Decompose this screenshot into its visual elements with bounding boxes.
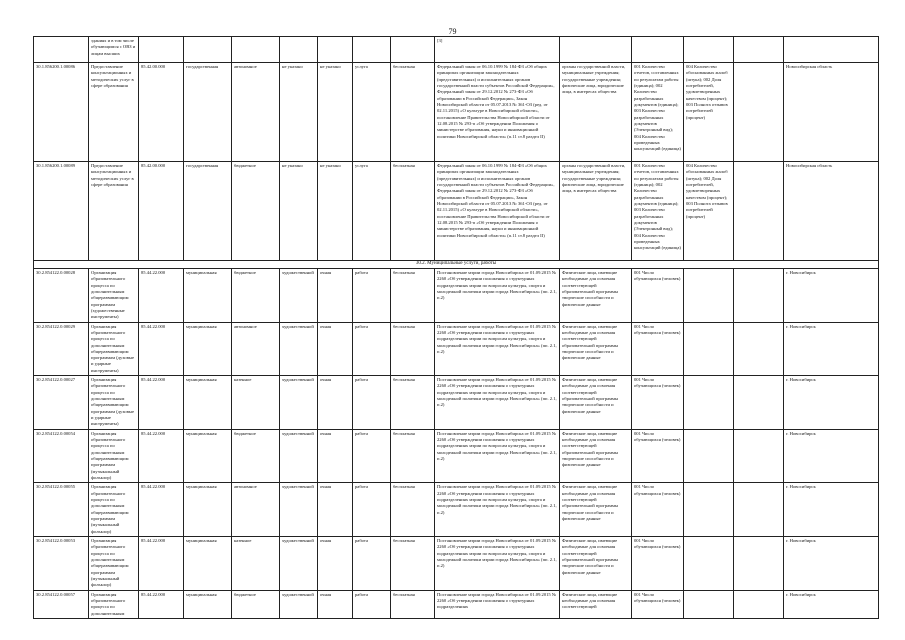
table-row [34, 590, 879, 618]
cell-direction: художественной [280, 483, 318, 537]
cell-consumers: Физические лица, имеющие необходимые для освоения соответствующей образовательной программы творческие способности и физические данные [560, 537, 632, 591]
cell-kind: работа [353, 268, 391, 322]
cell-form: очная [318, 322, 353, 376]
table-row [34, 63, 879, 162]
cell-payment: бесплатная [391, 63, 435, 162]
cell-legal: [3] [435, 37, 560, 63]
table-row [34, 537, 879, 591]
cell-okved: 85.44.22.000 [139, 268, 184, 322]
cell-okved: 85.44.22.000 [139, 590, 184, 618]
cell-okved: 85.44.22.000 [139, 376, 184, 430]
cell-form: не указано [318, 63, 353, 162]
cell-kind: работа [353, 590, 391, 618]
cell-code: 30.2.854122.0.00028 [34, 268, 89, 322]
cell-level: муниципальная [184, 590, 232, 618]
cell-volume: 001 Число обучающихся (человек) [632, 429, 684, 483]
cell-name: Организация образовательного процесса по дополнительным [89, 590, 139, 618]
table-row [34, 429, 879, 483]
cell-form: очная [318, 590, 353, 618]
cell-quality [684, 429, 734, 483]
cell-consumers: Физические лица, имеющие необходимые для освоения соответствующей образовательной программы творческие способности и физические данные [560, 322, 632, 376]
cell-okved: 85.44.22.000 [139, 429, 184, 483]
cell-type: бюджетное [232, 590, 280, 618]
cell-volume: 001 Число обучающихся (человек) [632, 268, 684, 322]
cell-consumers: Физические лица, имеющие необходимые для освоения соответствующей образовательной программы творческие способности и физические данные [560, 429, 632, 483]
cell-direction: не указано [280, 162, 318, 261]
cell-territory: г. Новосибирск [784, 483, 879, 537]
cell-quality [684, 322, 734, 376]
cell-territory: г. Новосибирск [784, 590, 879, 618]
cell-consumers: Физические лица, имеющие необходимые для освоения соответствующей образовательной программы творческие способности и физические данные [560, 268, 632, 322]
cell-direction: художественной [280, 429, 318, 483]
cell-quality: 004 Количество обоснованных жалоб (штука); 002 Доля потребителей, удовлетворенных качеством (процент); 003 Полнота отзывов потребителей (процент) [684, 63, 734, 162]
cell-payment: бесплатная [391, 322, 435, 376]
cell-okved: 85.42.00.000 [139, 162, 184, 261]
cell-territory: Новосибирская область [784, 162, 879, 261]
table-body [34, 37, 879, 619]
cell-type: казенное [232, 537, 280, 591]
cell-volume: 001 Количество отчетов, составленных по результатам работы (единица); 002 Количество разработанных документов (единица); 003 Количество разработанных документов (Электронный вид); 004 Количество проведенных консультаций (единица) [632, 63, 684, 162]
cell-type: бюджетное [232, 268, 280, 322]
table-row [34, 376, 879, 430]
cell-territory: г. Новосибирск [784, 322, 879, 376]
cell-kind: работа [353, 322, 391, 376]
cell-code: 30.2.854122.0.00057 [34, 590, 89, 618]
cell-direction: художественной [280, 268, 318, 322]
table-row [34, 268, 879, 322]
cell-code: 30.2.854122.0.00029 [34, 322, 89, 376]
cell-kind: работа [353, 429, 391, 483]
cell-form: очная [318, 537, 353, 591]
cell-volume: 001 Число обучающихся (человек) [632, 376, 684, 430]
cell-level: муниципальная [184, 268, 232, 322]
cell-quality [684, 537, 734, 591]
cell-level: муниципальная [184, 322, 232, 376]
cell-legal: Постановление мэрии города Новосибирска от 01.09.2015 № 2260 «Об утверждении положения о структурных подразделениях мэрии по вопросам культуры, спорта и молодежной политики мэрии города Новосибирска» (пп. 2.1, п.2) [435, 483, 560, 537]
cell-quality [684, 268, 734, 322]
cell-extra [734, 537, 784, 591]
cell-legal: Постановление мэрии города Новосибирска от 01.09.2015 № 2260 «Об утверждении положения о структурных подразделениях мэрии по вопросам культуры, спорта и молодежной политики мэрии города Новосибирска» (пп. 2.1, п.2) [435, 322, 560, 376]
cell-legal: Постановление мэрии города Новосибирска от 01.09.2015 № 2260 «Об утверждении положения о структурных подразделениях [435, 590, 560, 618]
cell-consumers: Физические лица, имеющие необходимые для освоения соответствующей [560, 590, 632, 618]
cell-extra [734, 63, 784, 162]
cell-extra [734, 590, 784, 618]
cell-okved: 85.44.22.000 [139, 483, 184, 537]
cell-payment: бесплатная [391, 162, 435, 261]
cell-territory: г. Новосибирск [784, 429, 879, 483]
cell-okved: 85.42.00.000 [139, 63, 184, 162]
table-row-continuation [34, 37, 879, 63]
cell-territory: г. Новосибирск [784, 537, 879, 591]
cell-code: 30.2.854122.0.00054 [34, 429, 89, 483]
cell-name: зданиях и в том числе обучающимся с ОВЗ и лицам высших [89, 37, 139, 63]
cell-form: очная [318, 268, 353, 322]
cell-code: 30.2.854122.0.00027 [34, 376, 89, 430]
cell-consumers: Физические лица, имеющие необходимые для освоения соответствующей образовательной программы творческие способности и физические данные [560, 376, 632, 430]
cell-type: автономное [232, 483, 280, 537]
cell-form: очная [318, 429, 353, 483]
cell-code: 30.1.856200.1.00089 [34, 162, 89, 261]
cell-volume: 001 Число обучающихся (человек) [632, 537, 684, 591]
cell-legal: Федеральный закон от 06.10.1999 № 184-ФЗ «Об общих принципах организации законодательных (представительных) и исполнительных органов государственной власти субъектов Российской Федерации», Федеральный закон от 29.12.2012 № 273-ФЗ «Об образовании в Российской Федерации», Закон Новосибирской области от 05.07.2013 № 361-ОЗ (ред. от 02.11.2015) «О культуре в Новосибирской области», постановление Правительства Новосибирской области от 12.08.2015 № 293-п «Об утверждении Положения о министерстве образования, науки и инновационной политики Новосибирской области» (п.11 ст.8 раздел II) [435, 63, 560, 162]
cell-direction: художественной [280, 590, 318, 618]
cell-kind: работа [353, 483, 391, 537]
cell-type: автономное [232, 322, 280, 376]
cell-extra [734, 429, 784, 483]
cell-name: Организация образовательного процесса по дополнительным общеразвивающим программам (художественные инструменты) [89, 268, 139, 322]
cell-type: автономное [232, 63, 280, 162]
cell-kind: услуга [353, 162, 391, 261]
cell-kind: услуга [353, 63, 391, 162]
cell-territory: г. Новосибирск [784, 376, 879, 430]
cell-volume: 001 Количество отчетов, составленных по результатам работы (единица); 002 Количество разработанных документов (единица); 003 Количество разработанных документов (Электронный вид); 004 Количество проведенных консультаций (единица) [632, 162, 684, 261]
cell-direction: художественной [280, 322, 318, 376]
cell-name: Предоставление консультационных и методических услуг в сфере образования [89, 63, 139, 162]
cell-consumers: Физические лица, имеющие необходимые для освоения соответствующей образовательной программы творческие способности и физические данные [560, 483, 632, 537]
cell-extra [734, 162, 784, 261]
cell-consumers: органы государственной власти, муниципальные учреждения; государственные учреждения; физические лица, юридические лица, в интересах общества [560, 162, 632, 261]
cell-level: муниципальная [184, 537, 232, 591]
section-header-row [34, 261, 879, 269]
cell-legal: Постановление мэрии города Новосибирска от 01.09.2015 № 2260 «Об утверждении положения о структурных подразделениях мэрии по вопросам культуры, спорта и молодежной политики мэрии города Новосибирска» (пп. 2.1, п.2) [435, 268, 560, 322]
cell-legal: Постановление мэрии города Новосибирска от 01.09.2015 № 2260 «Об утверждении положения о структурных подразделениях мэрии по вопросам культуры, спорта и молодежной политики мэрии города Новосибирска» (пп. 2.1, п.2) [435, 429, 560, 483]
cell-territory: г. Новосибирск [784, 268, 879, 322]
table-row [34, 483, 879, 537]
cell-form: очная [318, 376, 353, 430]
cell-legal: Постановление мэрии города Новосибирска от 01.09.2015 № 2260 «Об утверждении положения о структурных подразделениях мэрии по вопросам культуры, спорта и молодежной политики мэрии города Новосибирска» (пп. 2.1, п.2) [435, 537, 560, 591]
cell-level: муниципальная [184, 483, 232, 537]
cell-okved: 85.44.22.000 [139, 322, 184, 376]
cell-name: Организация образовательного процесса по дополнительным общеразвивающим программам (духовые и ударные инструменты) [89, 322, 139, 376]
cell-payment: бесплатная [391, 376, 435, 430]
cell-volume: 001 Число обучающихся (человек) [632, 590, 684, 618]
cell-quality [684, 483, 734, 537]
cell-level: муниципальная [184, 429, 232, 483]
cell-payment: бесплатная [391, 590, 435, 618]
cell-form: не указано [318, 162, 353, 261]
cell-payment: бесплатная [391, 268, 435, 322]
cell-legal: Федеральный закон от 06.10.1999 № 184-ФЗ «Об общих принципах организации законодательных (представительных) и исполнительных органов государственной власти субъектов Российской Федерации», Федеральный закон от 29.12.2012 № 273-ФЗ «Об образовании в Российской Федерации», Закон Новосибирской области от 05.07.2013 № 361-ОЗ (ред. от 02.11.2015) «О культуре в Новосибирской области», постановление Правительства Новосибирской области от 12.08.2015 № 293-п «Об утверждении Положения о министерстве образования, науки и инновационной политики Новосибирской области» (п.11 ст.8 раздел II) [435, 162, 560, 261]
table-row [34, 322, 879, 376]
cell-code: 30.2.854122.0.00055 [34, 483, 89, 537]
cell-name: Организация образовательного процесса по дополнительным общеразвивающим программам (музыкальный фольклор) [89, 483, 139, 537]
cell-volume: 001 Число обучающихся (человек) [632, 483, 684, 537]
cell-name: Организация образовательного процесса по дополнительным общеразвивающим программам (музыкальный фольклор) [89, 429, 139, 483]
cell-level: государственная [184, 63, 232, 162]
cell-payment: бесплатная [391, 429, 435, 483]
cell-name: Организация образовательного процесса по дополнительным общеразвивающим программам (духовые и ударные инструменты) [89, 376, 139, 430]
cell-payment: бесплатная [391, 537, 435, 591]
cell-direction: художественной [280, 376, 318, 430]
section-title: 30.2. Муниципальные услуги, работы [34, 261, 879, 269]
cell-type: казенное [232, 376, 280, 430]
cell-level: государственная [184, 162, 232, 261]
cell-direction: художественной [280, 537, 318, 591]
cell-quality [684, 376, 734, 430]
cell-kind: работа [353, 537, 391, 591]
cell-type: бюджетное [232, 162, 280, 261]
cell-code: 30.2.854122.0.00053 [34, 537, 89, 591]
cell-type: бюджетное [232, 429, 280, 483]
cell-quality: 004 Количество обоснованных жалоб (штука); 002 Доля потребителей, удовлетворенных качеством (процент); 003 Полнота отзывов потребителей (процент) [684, 162, 734, 261]
cell-volume: 001 Число обучающихся (человек) [632, 322, 684, 376]
cell-extra [734, 483, 784, 537]
cell-form: очная [318, 483, 353, 537]
cell-payment: бесплатная [391, 483, 435, 537]
table-row [34, 162, 879, 261]
cell-name: Организация образовательного процесса по дополнительным общеразвивающим программам (музыкальный фольклор) [89, 537, 139, 591]
cell-okved: 85.44.22.000 [139, 537, 184, 591]
cell-name: Предоставление консультационных и методических услуг в сфере образования [89, 162, 139, 261]
cell-legal: Постановление мэрии города Новосибирска от 01.09.2015 № 2260 «Об утверждении положения о структурных подразделениях мэрии по вопросам культуры, спорта и молодежной политики мэрии города Новосибирска» (пп. 2.1, п.2) [435, 376, 560, 430]
page-number: 79 [448, 27, 457, 36]
cell-territory: Новосибирская область [784, 63, 879, 162]
cell-quality [684, 590, 734, 618]
cell-direction: не указано [280, 63, 318, 162]
cell-consumers: органы государственной власти, муниципальные учреждения; государственные учреждения; физические лица, юридические лица, в интересах общества [560, 63, 632, 162]
cell-code: 30.1.856200.1.00086 [34, 63, 89, 162]
cell-kind: работа [353, 376, 391, 430]
registry-table [33, 36, 879, 619]
cell-extra [734, 268, 784, 322]
cell-level: муниципальная [184, 376, 232, 430]
cell-extra [734, 376, 784, 430]
cell-extra [734, 322, 784, 376]
